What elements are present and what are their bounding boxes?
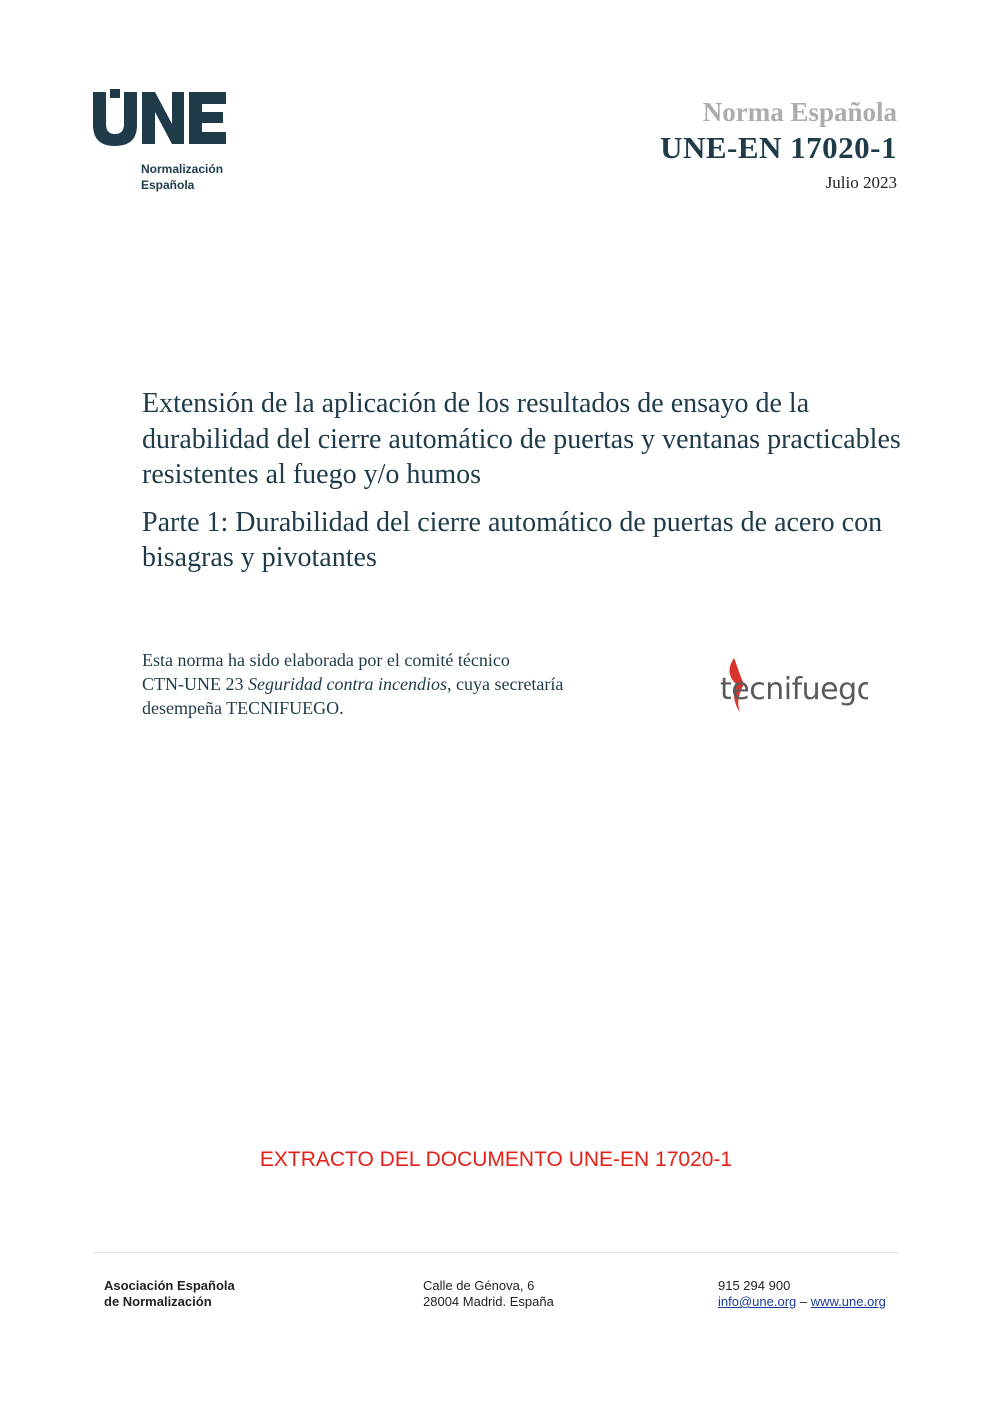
title-part: Parte 1: Durabilidad del cierre automático de puertas de acero con bisagras y pivotantes bbox=[142, 506, 883, 573]
norma-code: UNE-EN 17020-1 bbox=[660, 130, 897, 165]
tecnifuego-logo-text: tecnifuego bbox=[720, 672, 868, 707]
footer-org-line2: de Normalización bbox=[104, 1294, 212, 1309]
extracto-banner: EXTRACTO DEL DOCUMENTO UNE-EN 17020-1 bbox=[259, 1148, 733, 1171]
footer-links bbox=[718, 1294, 886, 1310]
footer-address-line2: 28004 Madrid. España bbox=[423, 1294, 554, 1309]
norm-header bbox=[660, 96, 897, 196]
tecnifuego-logo bbox=[716, 656, 868, 718]
committee-statement bbox=[142, 648, 662, 720]
committee-secretaria: , cuya secretaría bbox=[446, 674, 564, 694]
footer-organization bbox=[104, 1278, 235, 1310]
norma-label: Norma Española bbox=[702, 97, 897, 127]
une-logo bbox=[93, 88, 243, 198]
committee-ctn: CTN-UNE 23 bbox=[142, 674, 244, 694]
tecnifuego-logo-icon bbox=[716, 656, 868, 718]
title-block bbox=[142, 386, 912, 576]
norma-date: Julio 2023 bbox=[825, 173, 897, 192]
footer-address bbox=[423, 1278, 554, 1310]
une-logo-subtitle bbox=[141, 161, 223, 193]
footer-org-line1: Asociación Española bbox=[104, 1278, 235, 1293]
title-main: Extensión de la aplicación de los resultados de ensayo de la durabilidad del cierre automático de puertas y ventanas practicables resistentes al fuego y/o humos bbox=[142, 388, 901, 490]
committee-line1: Esta norma ha sido elaborada por el comité técnico bbox=[142, 650, 510, 670]
footer-phone: 915 294 900 bbox=[718, 1278, 791, 1293]
footer-link-separator: – bbox=[799, 1294, 808, 1309]
footer-address-line1: Calle de Génova, 6 bbox=[423, 1278, 535, 1293]
une-wordmark-icon bbox=[93, 88, 233, 148]
footer-website-link[interactable]: www.une.org bbox=[810, 1294, 886, 1309]
committee-ctn-name: Seguridad contra incendios bbox=[248, 674, 447, 694]
une-logo-line2: Española bbox=[141, 178, 195, 192]
committee-line3: desempeña TECNIFUEGO. bbox=[142, 698, 344, 718]
une-logo-line1: Normalización bbox=[141, 162, 224, 176]
footer-divider bbox=[93, 1252, 899, 1253]
footer-contact bbox=[718, 1278, 886, 1310]
committee-line2 bbox=[142, 672, 662, 696]
footer-email-link[interactable]: info@une.org bbox=[718, 1294, 797, 1309]
